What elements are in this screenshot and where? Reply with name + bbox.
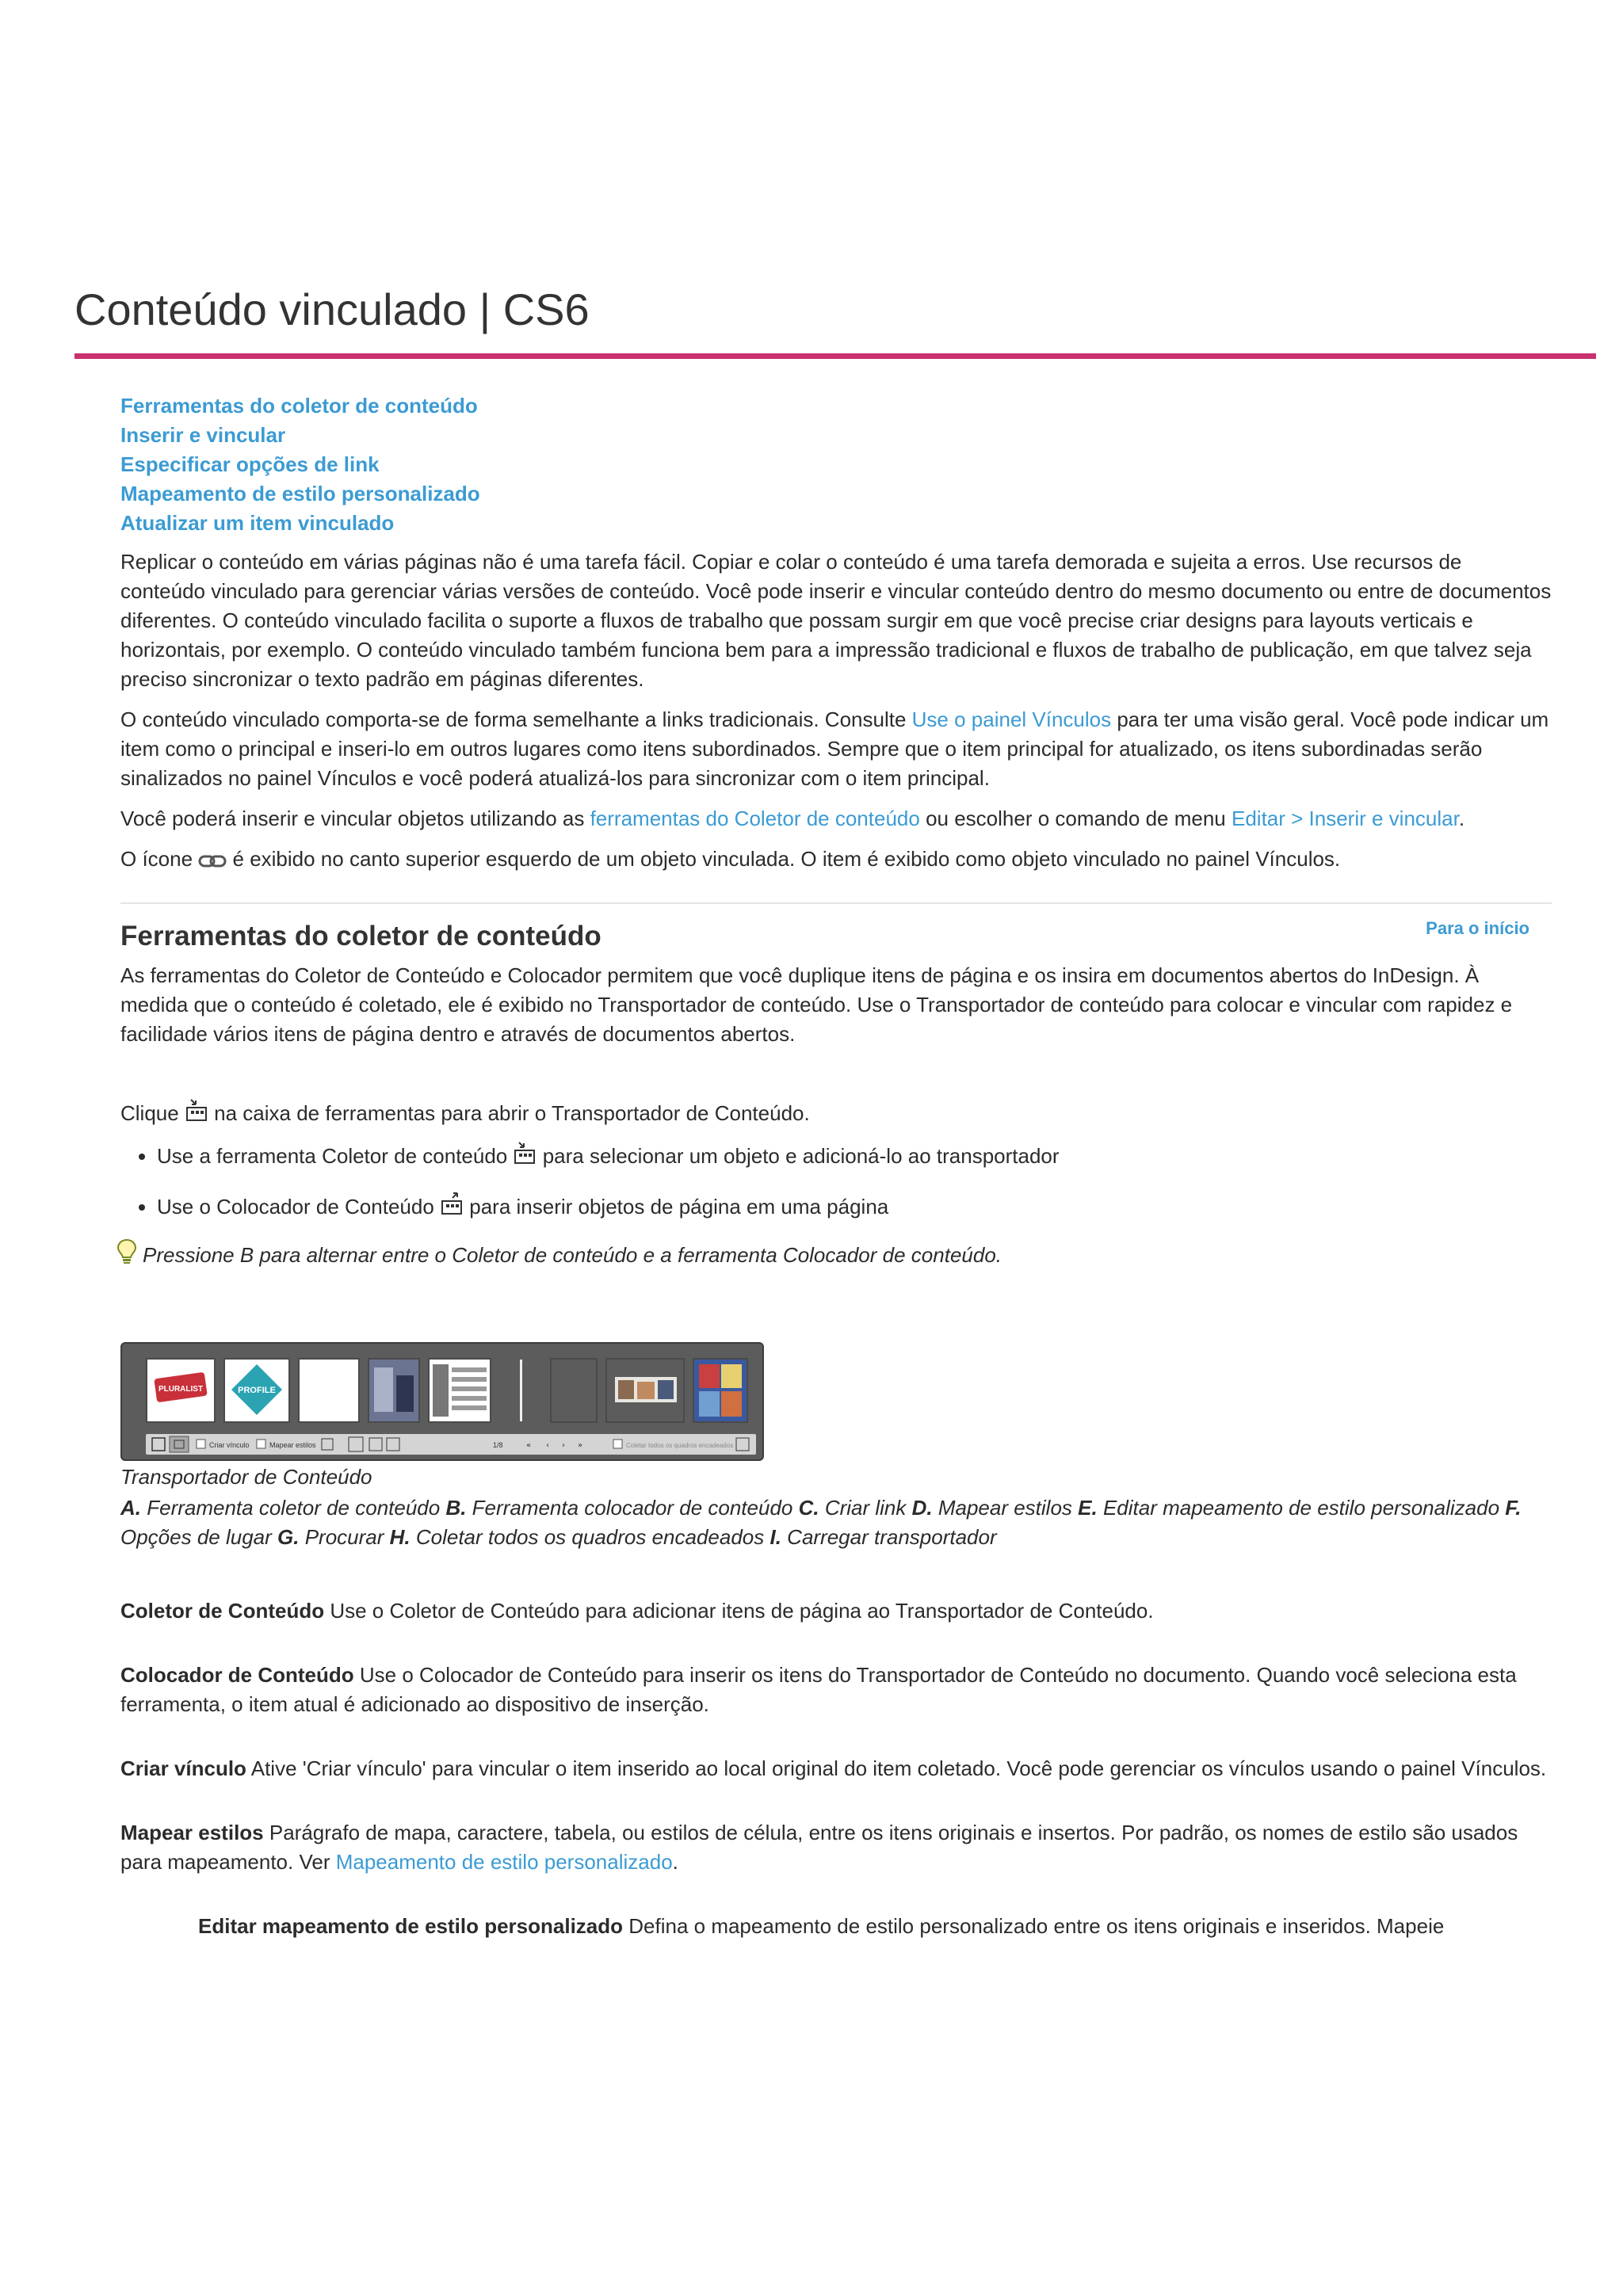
caption-label-text: Criar link <box>819 1496 912 1520</box>
browse-last-button[interactable]: » <box>578 1441 583 1450</box>
link-chain-icon <box>198 848 227 877</box>
thumbnail-label: PLURALIST <box>158 1385 204 1394</box>
intro-paragraph-4: O ícone é exibido no canto superior esquerdo de um objeto vinculada. O item é exibido como objeto vinculado no painel Vínculos. <box>120 845 1552 877</box>
page-counter: 1/8 <box>493 1441 503 1449</box>
conveyor-thumbnail[interactable] <box>368 1358 420 1423</box>
caption-label-key: C. <box>798 1496 819 1520</box>
title-divider <box>74 353 1596 359</box>
conveyor-thumbnail[interactable] <box>605 1358 685 1423</box>
map-styles-checkbox[interactable] <box>257 1440 265 1448</box>
toc-link-opcoes[interactable]: Especificar opções de link <box>120 452 380 476</box>
caption-label-text: Mapear estilos <box>932 1496 1079 1520</box>
caption-label-text: Ferramenta colocador de conteúdo <box>466 1496 799 1520</box>
map-styles-label: Mapear estilos <box>269 1441 316 1449</box>
section-header <box>120 904 1552 961</box>
table-of-contents <box>120 391 1552 538</box>
toc-link-ferramentas[interactable]: Ferramentas do coletor de conteúdo <box>120 394 478 418</box>
link-painel-vinculos[interactable]: Use o painel Vínculos <box>911 707 1112 731</box>
content-conveyor-icon <box>185 1098 208 1131</box>
conveyor-thumbnail[interactable] <box>298 1358 360 1423</box>
definition-coletor: Coletor de Conteúdo Use o Coletor de Conteúdo para adicionar itens de página ao Transportador de Conteúdo. <box>120 1599 1154 1623</box>
create-link-label: Criar vínculo <box>209 1441 250 1449</box>
conveyor-thumbnail[interactable] <box>499 1358 542 1423</box>
collect-all-threaded-label: Coletar todos os quadros encadeados <box>626 1442 734 1449</box>
content-collector-icon <box>513 1141 537 1174</box>
caption-label-key: G. <box>277 1525 300 1549</box>
collect-all-threaded-checkbox[interactable] <box>613 1440 622 1448</box>
tool-list <box>120 1141 1552 1225</box>
toc-link-atualizar[interactable]: Atualizar um item vinculado <box>120 511 395 535</box>
back-to-top-link[interactable]: Para o início <box>1426 918 1529 938</box>
lightbulb-icon <box>116 1238 138 1272</box>
intro-paragraph-1: Replicar o conteúdo em várias páginas não é uma tarefa fácil. Copiar e colar o conteúdo é uma tarefa demorada e sujeita a erros. Use recursos de conteúdo vinculado para gerenciar várias versões de conteúdo. Você pode inserir e vincular conteúdo dentro do mesmo documento ou entre de documentos diferentes. O conteúdo vinculado facilita o suporte a fluxos de trabalho que possam surgir em que você precise criar designs para layouts verticais e horizontais, por exemplo. O conteúdo vinculado também funciona bem para a impressão tradicional e fluxos de trabalho de publicação, em que talvez seja preciso sincronizar o texto padrão em páginas diferentes. <box>120 550 1552 691</box>
caption-label-key: H. <box>389 1525 411 1549</box>
content-conveyor-panel <box>120 1342 764 1461</box>
definition-mapear-estilos: Mapear estilos Parágrafo de mapa, caractere, tabela, ou estilos de célula, entre os itens originais e insertos. Por padrão, os nomes de estilo são usados para mapeamento. Ver Mapeamento de estilo personalizado. <box>120 1821 1518 1874</box>
conveyor-thumbnail[interactable] <box>223 1358 290 1423</box>
browse-prev-button[interactable]: ‹ <box>546 1441 549 1450</box>
caption-label-key: A. <box>120 1496 141 1520</box>
caption-label-key: F. <box>1505 1496 1522 1520</box>
caption-label-text: Procurar <box>299 1525 390 1549</box>
caption-label-text: Ferramenta coletor de conteúdo <box>141 1496 446 1520</box>
link-mapeamento-estilo[interactable]: Mapeamento de estilo personalizado <box>335 1850 673 1874</box>
main-content <box>120 391 1552 1941</box>
conveyor-thumbnail[interactable] <box>428 1358 491 1423</box>
section-paragraph-1: As ferramentas do Coletor de Conteúdo e Colocador permitem que você duplique itens de página e os insira em documentos abertos do InDesign. À medida que o conteúdo é coletado, ele é exibido no Transportador de conteúdo. Use o Transportador de conteúdo para colocar e vincular com rapidez e facilidade vários itens de página dentro e através de documentos abertos. <box>120 963 1513 1046</box>
edit-style-mapping-button[interactable] <box>322 1439 333 1450</box>
page-title: Conteúdo vinculado | CS6 <box>74 284 590 334</box>
conveyor-thumbnail[interactable] <box>693 1358 748 1423</box>
click-instruction: Clique na caixa de ferramentas para abrir o Transportador de Conteúdo. <box>120 1098 1552 1131</box>
conveyor-thumbnail[interactable] <box>550 1358 598 1423</box>
caption-label-key: E. <box>1078 1496 1098 1520</box>
figure-caption-title: Transportador de Conteúdo <box>120 1465 372 1489</box>
caption-label-key: D. <box>911 1496 933 1520</box>
caption-label-text: Opções de lugar <box>120 1525 278 1549</box>
definition-editar-mapeamento: Editar mapeamento de estilo personalizado Defina o mapeamento de estilo personalizado entre os itens originais e inseridos. Mapeie <box>198 1914 1445 1938</box>
figure-caption-labels <box>120 1493 1552 1552</box>
conveyor-toolbar <box>146 1434 756 1455</box>
browse-next-button[interactable]: › <box>562 1441 565 1450</box>
list-item: • Use o Colocador de Conteúdo para inserir objetos de página em uma página <box>157 1192 1552 1225</box>
toc-link-inserir[interactable]: Inserir e vincular <box>120 423 286 447</box>
link-ferramentas-coletor[interactable]: ferramentas do Coletor de conteúdo <box>590 807 920 830</box>
intro-paragraph-3: Você poderá inserir e vincular objetos utilizando as ferramentas do Coletor de conteúdo ou escolher o comando de menu Editar > Inserir e vincular. <box>120 807 1465 830</box>
conveyor-thumbnail[interactable] <box>146 1358 216 1423</box>
create-link-checkbox[interactable] <box>197 1440 205 1448</box>
caption-label-text: Carregar transportador <box>781 1525 997 1549</box>
section-heading: Ferramentas do coletor de conteúdo <box>120 921 601 952</box>
caption-label-key: B. <box>445 1496 467 1520</box>
link-editar-inserir[interactable]: Editar > Inserir e vincular <box>1231 807 1459 830</box>
browse-first-button[interactable]: « <box>526 1441 532 1450</box>
place-option-3-button[interactable] <box>387 1438 399 1451</box>
toc-link-mapeamento[interactable]: Mapeamento de estilo personalizado <box>120 482 480 505</box>
placer-tool-button[interactable] <box>170 1436 189 1452</box>
definition-colocador: Colocador de Conteúdo Use o Colocador de Conteúdo para inserir os itens do Transportador de Conteúdo no documento. Quando você seleciona esta ferramenta, o item atual é adicionado ao dispositivo de inserção. <box>120 1663 1517 1716</box>
definition-criar-vinculo: Criar vínculo Ative 'Criar vínculo' para vincular o item inserido ao local original do item coletado. Você pode gerenciar os vínculos usando o painel Vínculos. <box>120 1756 1547 1780</box>
caption-label-text: Coletar todos os quadros encadeados <box>410 1525 770 1549</box>
list-item: • Use a ferramenta Coletor de conteúdo para selecionar um objeto e adicioná-lo ao transportador <box>157 1141 1552 1174</box>
place-options-button[interactable] <box>349 1437 363 1451</box>
collector-tool-button[interactable] <box>152 1438 165 1451</box>
content-placer-icon <box>440 1192 464 1225</box>
thumbnail-label: PROFILE <box>238 1386 276 1395</box>
intro-paragraph-2: O conteúdo vinculado comporta-se de forma semelhante a links tradicionais. Consulte Use o painel Vínculos para ter uma visão geral. Você pode indicar um item como o principal e inseri-lo em outros lugares como itens subordinados. Sempre que o item principal for atualizado, os itens subordinadas serão sinalizados no painel Vínculos e você poderá atualizá-los para sincronizar com o item principal. <box>120 707 1549 790</box>
load-conveyor-button[interactable] <box>736 1438 749 1451</box>
tip-note: Pressione B para alternar entre o Coletor de conteúdo e a ferramenta Colocador de conteúdo. <box>120 1238 1552 1272</box>
caption-label-key: I. <box>769 1525 781 1549</box>
place-option-2-button[interactable] <box>369 1438 382 1451</box>
caption-label-text: Editar mapeamento de estilo personalizado <box>1097 1496 1506 1520</box>
